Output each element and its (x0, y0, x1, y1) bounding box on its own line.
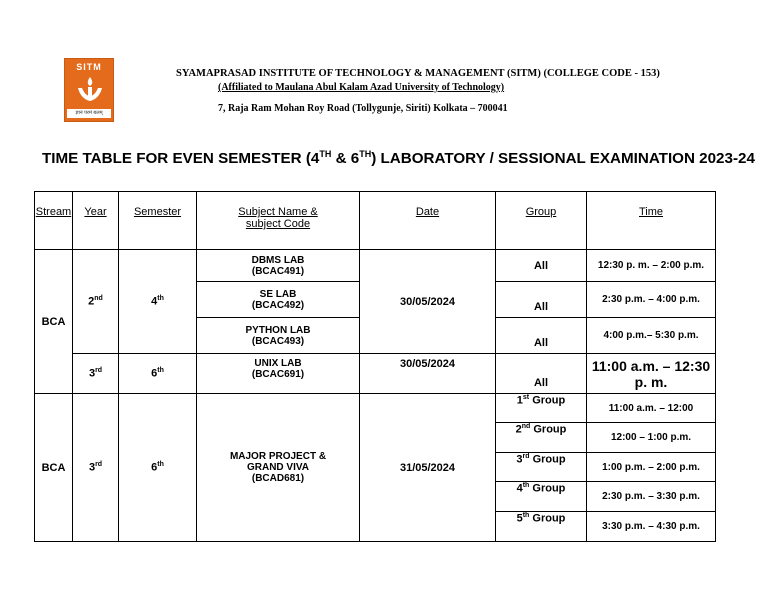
institute-name: SYAMAPRASAD INSTITUTE OF TECHNOLOGY & MANAGEMENT (SITM) (COLLEGE CODE - 153) (176, 68, 660, 79)
group-cell: All (496, 318, 587, 354)
time-cell: 1:00 p.m. – 2:00 p.m. (587, 453, 716, 482)
col-semester: Semester (119, 192, 197, 250)
table-row (35, 250, 716, 282)
date-cell: 30/05/2024 (360, 354, 496, 394)
address-text: 7, Raja Ram Mohan Roy Road (Tollygunje, Siriti) Kolkata – 700041 (218, 103, 508, 114)
subject-cell: DBMS LAB (BCAC491) (197, 250, 360, 282)
col-date: Date (360, 192, 496, 250)
page-title: TIME TABLE FOR EVEN SEMESTER (4TH & 6TH) LABORATORY / SESSIONAL EXAMINATION 2023-24 (42, 149, 755, 168)
header-row (35, 192, 716, 250)
subject-cell: SE LAB (BCAC492) (197, 282, 360, 318)
stream-cell: BCA (35, 394, 73, 542)
year-cell: 2nd (73, 250, 119, 354)
col-group: Group (496, 192, 587, 250)
group-cell: 3rd Group (496, 453, 587, 482)
time-cell: 2:30 p.m. – 3:30 p.m. (587, 482, 716, 512)
group-cell: 4th Group (496, 482, 587, 512)
subject-cell: PYTHON LAB (BCAC493) (197, 318, 360, 354)
time-cell: 12:00 – 1:00 p.m. (587, 423, 716, 453)
group-cell: All (496, 282, 587, 318)
group-cell: 2nd Group (496, 423, 587, 453)
date-cell: 30/05/2024 (360, 250, 496, 354)
affiliation-text: (Affiliated to Maulana Abul Kalam Azad University of Technology) (218, 82, 505, 93)
semester-cell: 4th (119, 250, 197, 354)
group-cell: 5th Group (496, 512, 587, 542)
col-stream: Stream (35, 192, 73, 250)
group-cell: All (496, 250, 587, 282)
subject-cell: MAJOR PROJECT & GRAND VIVA (BCAD681) (197, 394, 360, 542)
time-cell: 4:00 p.m.– 5:30 p.m. (587, 318, 716, 354)
lamp-emblem-icon (74, 74, 106, 106)
semester-cell: 6th (119, 354, 197, 394)
col-time: Time (587, 192, 716, 250)
stream-cell: BCA (35, 250, 73, 394)
time-cell: 2:30 p.m. – 4:00 p.m. (587, 282, 716, 318)
year-cell: 3rd (73, 354, 119, 394)
logo-motto: ज्ञानं परमं बलम् (67, 109, 111, 118)
table-row (35, 354, 716, 394)
logo-text: SITM (76, 62, 102, 72)
sitm-logo (64, 58, 114, 122)
group-cell: 1st Group (496, 394, 587, 423)
time-cell: 11:00 a.m. – 12:30 p. m. (587, 354, 716, 394)
date-cell: 31/05/2024 (360, 394, 496, 542)
time-cell: 11:00 a.m. – 12:00 (587, 394, 716, 423)
semester-cell: 6th (119, 394, 197, 542)
group-cell: All (496, 354, 587, 394)
exam-timetable (34, 191, 716, 542)
subject-cell: UNIX LAB (BCAC691) (197, 354, 360, 394)
col-subject: Subject Name & subject Code (197, 192, 360, 250)
time-cell: 12:30 p. m. – 2:00 p.m. (587, 250, 716, 282)
year-cell: 3rd (73, 394, 119, 542)
time-cell: 3:30 p.m. – 4:30 p.m. (587, 512, 716, 542)
table-row (35, 394, 716, 423)
col-year: Year (73, 192, 119, 250)
